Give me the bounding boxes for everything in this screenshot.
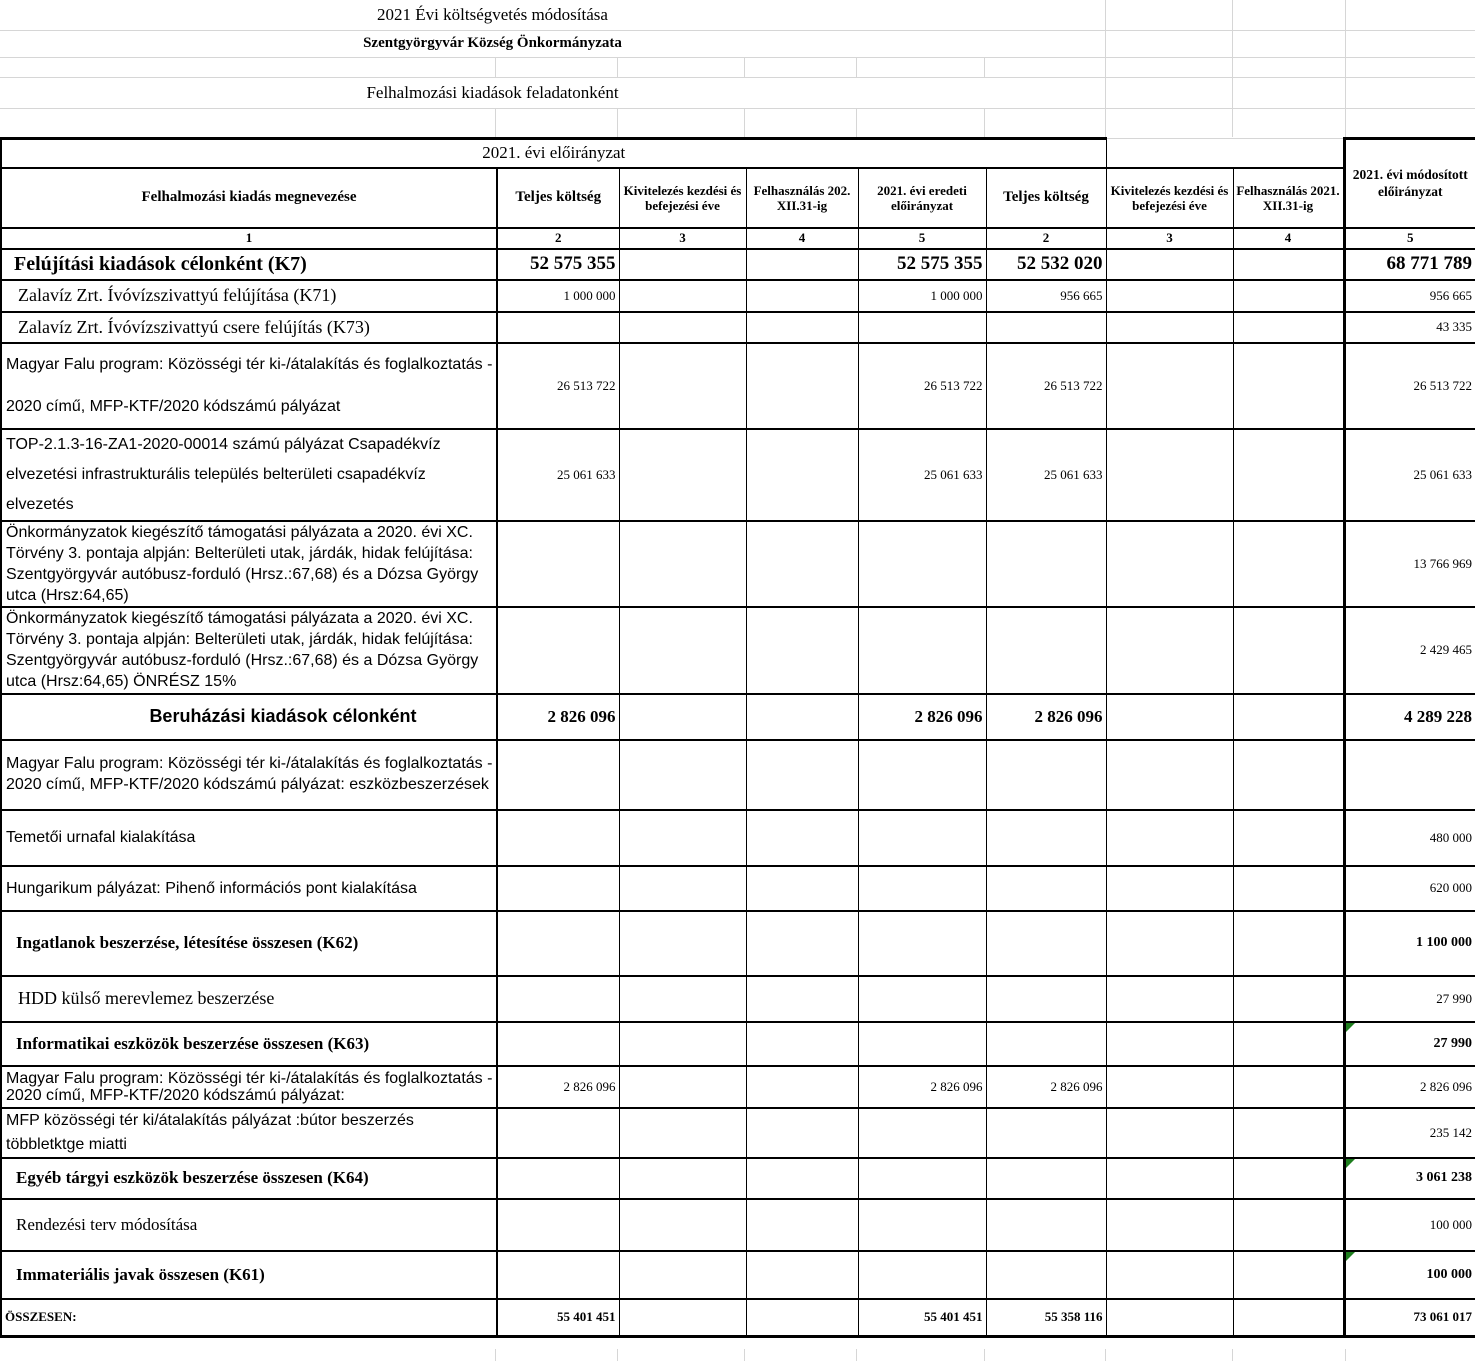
row-label: Rendezési terv módosítása: [1, 1199, 497, 1251]
row-label: Hungarikum pályázat: Pihenő információs pont kialakítása: [1, 866, 497, 911]
sheet-bottom-partial-row: [0, 1349, 1475, 1361]
cell-c9: 43 335: [1344, 312, 1475, 343]
cell-c2: [497, 1108, 619, 1158]
cell-c6: [986, 1022, 1106, 1066]
row-label: Beruházási kiadások célonként: [1, 694, 497, 740]
column-number-7: 3: [1106, 228, 1233, 249]
cell-c8: [1233, 280, 1344, 312]
cell-c8: [1233, 429, 1344, 521]
row-label: Ingatlanok beszerzése, létesítése összesen (K62): [1, 911, 497, 976]
cell-c7: [1106, 1158, 1233, 1199]
gridline: [984, 57, 985, 77]
cell-c2: 2 826 096: [497, 694, 619, 740]
cell-c5: 1 000 000: [858, 280, 986, 312]
cell-c8: [1233, 521, 1344, 607]
cell-c8: [1233, 1108, 1344, 1158]
cell-c4: [746, 280, 858, 312]
cell-c7: [1106, 312, 1233, 343]
column-number-2: 2: [497, 228, 619, 249]
cell-c4: [746, 343, 858, 429]
cell-c3: [619, 343, 746, 429]
column-header-3: Kivitelezés kezdési és befejezési éve: [619, 168, 746, 228]
cell-c9: 1 100 000: [1344, 911, 1475, 976]
cell-c5: 25 061 633: [858, 429, 986, 521]
row-label: Magyar Falu program: Közösségi tér ki-/átalakítás és foglalkoztatás - 2020 című, MFP-KTF/2020 kódszámú pályázat: eszközbeszerzések: [1, 740, 497, 810]
cell-c9: 27 990: [1344, 976, 1475, 1022]
gridline: [495, 1349, 496, 1361]
cell-c4: [746, 1108, 858, 1158]
cell-c8: [1233, 1299, 1344, 1337]
cell-c5: 55 401 451: [858, 1299, 986, 1337]
cell-c6: [986, 976, 1106, 1022]
error-flag-icon: [1346, 1159, 1355, 1168]
cell-c6: [986, 521, 1106, 607]
span-header-2021-eloiranyzat: 2021. évi előirányzat: [1, 139, 1106, 168]
table-row: [1, 343, 1475, 429]
cell-c6: 956 665: [986, 280, 1106, 312]
cell-c4: [746, 866, 858, 911]
gridline: [617, 1349, 618, 1361]
cell-c8: [1233, 343, 1344, 429]
gridline: [856, 57, 857, 77]
cell-c6: [986, 866, 1106, 911]
table-row: [1, 1251, 1475, 1299]
cell-c3: [619, 810, 746, 866]
column-number-3: 3: [619, 228, 746, 249]
cell-c3: [619, 1108, 746, 1158]
cell-c4: [746, 694, 858, 740]
table-row: [1, 1108, 1475, 1158]
cell-c7: [1106, 1066, 1233, 1108]
cell-c5: [858, 607, 986, 694]
gridline: [495, 108, 496, 137]
cell-c2: [497, 521, 619, 607]
cell-c8: [1233, 976, 1344, 1022]
cell-c4: [746, 1299, 858, 1337]
cell-c6: [986, 740, 1106, 810]
cell-c4: [746, 911, 858, 976]
gridline: [1232, 1349, 1233, 1361]
cell-c9: [1344, 740, 1475, 810]
cell-c4: [746, 976, 858, 1022]
cell-c7: [1106, 521, 1233, 607]
cell-c2: 25 061 633: [497, 429, 619, 521]
cell-c7: [1106, 866, 1233, 911]
cell-c2: [497, 1251, 619, 1299]
cell-c5: 2 826 096: [858, 1066, 986, 1108]
span-header-empty: [1106, 139, 1344, 168]
row-label: Magyar Falu program: Közösségi tér ki-/átalakítás és foglalkoztatás - 2020 című, MFP-KTF/2020 kódszámú pályázat: [1, 343, 497, 429]
column-number-5: 5: [858, 228, 986, 249]
cell-c8: [1233, 911, 1344, 976]
cell-c7: [1106, 280, 1233, 312]
cell-c5: [858, 911, 986, 976]
cell-c7: [1106, 1108, 1233, 1158]
row-label: ÖSSZESEN:: [1, 1299, 497, 1337]
gridline: [1232, 0, 1233, 137]
column-header-8: Felhasználás 2021. XII.31-ig: [1233, 168, 1344, 228]
cell-c5: 52 575 355: [858, 249, 986, 280]
gridline: [1105, 0, 1106, 137]
cell-c6: 2 826 096: [986, 694, 1106, 740]
column-header-6: Teljes költség: [986, 168, 1106, 228]
cell-c7: [1106, 249, 1233, 280]
budget-table: [0, 137, 1475, 1338]
cell-c9: 73 061 017: [1344, 1299, 1475, 1337]
cell-c3: [619, 1158, 746, 1199]
cell-c5: [858, 312, 986, 343]
column-number-8: 4: [1233, 228, 1344, 249]
cell-c8: [1233, 866, 1344, 911]
cell-c4: [746, 1199, 858, 1251]
cell-c3: [619, 976, 746, 1022]
cell-c7: [1106, 694, 1233, 740]
column-number-row: [1, 228, 1475, 249]
table-row: [1, 866, 1475, 911]
cell-c2: [497, 1022, 619, 1066]
cell-c6: [986, 1108, 1106, 1158]
cell-c9: 25 061 633: [1344, 429, 1475, 521]
cell-c9: 100 000: [1344, 1199, 1475, 1251]
cell-c2: 52 575 355: [497, 249, 619, 280]
cell-c2: [497, 312, 619, 343]
gridline: [1345, 1349, 1346, 1361]
cell-c2: 55 401 451: [497, 1299, 619, 1337]
column-header-4: Felhasználás 202. XII.31-ig: [746, 168, 858, 228]
cell-c9: 235 142: [1344, 1108, 1475, 1158]
cell-c3: [619, 1251, 746, 1299]
cell-c8: [1233, 694, 1344, 740]
cell-c3: [619, 694, 746, 740]
cell-c5: 26 513 722: [858, 343, 986, 429]
cell-c3: [619, 607, 746, 694]
table-row: [1, 1199, 1475, 1251]
row-label: Informatikai eszközök beszerzése összesen (K63): [1, 1022, 497, 1066]
column-number-1: 1: [1, 228, 497, 249]
cell-c8: [1233, 1251, 1344, 1299]
cell-c4: [746, 521, 858, 607]
cell-c8: [1233, 1199, 1344, 1251]
cell-c8: [1233, 1066, 1344, 1108]
table-row: [1, 312, 1475, 343]
cell-c7: [1106, 429, 1233, 521]
cell-c2: [497, 911, 619, 976]
cell-c3: [619, 740, 746, 810]
cell-c9: 620 000: [1344, 866, 1475, 911]
row-label: Immateriális javak összesen (K61): [1, 1251, 497, 1299]
cell-c9: 3 061 238: [1344, 1158, 1475, 1199]
cell-c2: [497, 1199, 619, 1251]
row-label: Zalavíz Zrt. Ívóvízszivattyú felújítása (K71): [1, 280, 497, 312]
cell-c9: 2 429 465: [1344, 607, 1475, 694]
cell-c3: [619, 521, 746, 607]
cell-c5: [858, 866, 986, 911]
cell-c4: [746, 607, 858, 694]
cell-c6: [986, 1199, 1106, 1251]
document-title: 2021 Évi költségvetés módosítása: [377, 5, 608, 24]
cell-c4: [746, 312, 858, 343]
table-row: [1, 1158, 1475, 1199]
cell-c8: [1233, 312, 1344, 343]
cell-c8: [1233, 1158, 1344, 1199]
table-row: [1, 740, 1475, 810]
cell-c7: [1106, 343, 1233, 429]
row-label: Önkormányzatok kiegészítő támogatási pályázata a 2020. évi XC. Törvény 3. pontaja alpján: Belterületi utak, járdák, hidak felújítása: Szentgyörgyvár autóbusz-forduló (Hrsz.:67,68) és a Dózsa György utca (Hrsz:64,65): [1, 521, 497, 607]
cell-c3: [619, 429, 746, 521]
cell-c7: [1106, 607, 1233, 694]
sheet-subtitle: Felhalmozási kiadások feladatonként: [366, 83, 619, 102]
cell-c7: [1106, 1251, 1233, 1299]
gridline: [0, 108, 1475, 109]
cell-c6: 52 532 020: [986, 249, 1106, 280]
cell-c6: [986, 1158, 1106, 1199]
table-row: [1, 429, 1475, 521]
cell-c5: [858, 1199, 986, 1251]
cell-c6: [986, 1251, 1106, 1299]
cell-c3: [619, 249, 746, 280]
cell-c6: [986, 810, 1106, 866]
column-number-6: 2: [986, 228, 1106, 249]
cell-c4: [746, 810, 858, 866]
gridline: [744, 108, 745, 137]
cell-c2: 26 513 722: [497, 343, 619, 429]
cell-c3: [619, 312, 746, 343]
table-row: [1, 911, 1475, 976]
cell-c2: [497, 1158, 619, 1199]
cell-c8: [1233, 249, 1344, 280]
cell-c4: [746, 429, 858, 521]
cell-c4: [746, 1022, 858, 1066]
table-row: [1, 607, 1475, 694]
gridline: [856, 1349, 857, 1361]
cell-c7: [1106, 1299, 1233, 1337]
table-row: [1, 280, 1475, 312]
cell-c5: [858, 976, 986, 1022]
row-label: Egyéb tárgyi eszközök beszerzése összesen (K64): [1, 1158, 497, 1199]
table-row: [1, 810, 1475, 866]
table-row: [1, 1299, 1475, 1337]
cell-c7: [1106, 740, 1233, 810]
gridline: [744, 1349, 745, 1361]
column-number-4: 4: [746, 228, 858, 249]
cell-c4: [746, 740, 858, 810]
cell-c3: [619, 911, 746, 976]
cell-c2: [497, 607, 619, 694]
row-label: Zalavíz Zrt. Ívóvízszivattyú csere felújítás (K73): [1, 312, 497, 343]
gridline: [984, 108, 985, 137]
column-header-5: 2021. évi eredeti előirányzat: [858, 168, 986, 228]
cell-c6: [986, 607, 1106, 694]
cell-c8: [1233, 810, 1344, 866]
cell-c4: [746, 1158, 858, 1199]
error-flag-icon: [1346, 1252, 1355, 1261]
gridline: [744, 57, 745, 77]
cell-c5: 2 826 096: [858, 694, 986, 740]
column-number-9: 5: [1344, 228, 1475, 249]
gridline: [1105, 1349, 1106, 1361]
gridline: [495, 57, 496, 77]
cell-c5: [858, 521, 986, 607]
cell-c2: [497, 976, 619, 1022]
gridline: [0, 77, 1475, 78]
cell-c7: [1106, 911, 1233, 976]
gridline: [856, 108, 857, 137]
gridline: [617, 57, 618, 77]
cell-c4: [746, 1251, 858, 1299]
cell-c9: 956 665: [1344, 280, 1475, 312]
cell-c9: 13 766 969: [1344, 521, 1475, 607]
cell-c9: 480 000: [1344, 810, 1475, 866]
cell-c7: [1106, 1199, 1233, 1251]
cell-c6: 2 826 096: [986, 1066, 1106, 1108]
cell-c7: [1106, 810, 1233, 866]
table-row: [1, 249, 1475, 280]
cell-c6: 25 061 633: [986, 429, 1106, 521]
table-row: [1, 1066, 1475, 1108]
cell-c4: [746, 249, 858, 280]
cell-c3: [619, 1199, 746, 1251]
column-header-1: Felhalmozási kiadás megnevezése: [1, 168, 497, 228]
cell-c6: [986, 312, 1106, 343]
organization-title: Szentgyörgyvár Község Önkormányzata: [363, 35, 622, 51]
cell-c3: [619, 1066, 746, 1108]
gridline: [0, 30, 1475, 31]
cell-c4: [746, 1066, 858, 1108]
cell-c3: [619, 1022, 746, 1066]
cell-c5: [858, 1022, 986, 1066]
gridline: [1345, 0, 1346, 137]
header-span-row: [1, 139, 1475, 168]
cell-c3: [619, 866, 746, 911]
gridline: [984, 1349, 985, 1361]
cell-c9: 26 513 722: [1344, 343, 1475, 429]
gridline: [0, 57, 1475, 58]
column-header-row: [1, 168, 1475, 228]
cell-c9: 100 000: [1344, 1251, 1475, 1299]
cell-c5: [858, 740, 986, 810]
cell-c5: [858, 1251, 986, 1299]
cell-c6: [986, 911, 1106, 976]
table-row: [1, 1022, 1475, 1066]
cell-c5: [858, 1108, 986, 1158]
table-row: [1, 976, 1475, 1022]
cell-c8: [1233, 1022, 1344, 1066]
column-header-7: Kivitelezés kezdési és befejezési éve: [1106, 168, 1233, 228]
cell-c2: [497, 810, 619, 866]
cell-c7: [1106, 1022, 1233, 1066]
sheet-top-area: [0, 0, 1475, 137]
cell-c8: [1233, 740, 1344, 810]
cell-c9: 68 771 789: [1344, 249, 1475, 280]
cell-c5: [858, 1158, 986, 1199]
cell-c9: 4 289 228: [1344, 694, 1475, 740]
row-label: Magyar Falu program: Közösségi tér ki-/átalakítás és foglalkoztatás - 2020 című, MFP-KTF/2020 kódszámú pályázat:: [1, 1066, 497, 1108]
cell-c5: [858, 810, 986, 866]
cell-c2: 2 826 096: [497, 1066, 619, 1108]
row-label: Felújítási kiadások célonként (K7): [1, 249, 497, 280]
column-header-2: Teljes költség: [497, 168, 619, 228]
cell-c3: [619, 280, 746, 312]
column-header-9: 2021. évi módosított előirányzat: [1344, 139, 1475, 228]
cell-c8: [1233, 607, 1344, 694]
row-label: HDD külső merevlemez beszerzése: [1, 976, 497, 1022]
cell-c9: 27 990: [1344, 1022, 1475, 1066]
error-flag-icon: [1346, 1023, 1355, 1032]
row-label: TOP-2.1.3-16-ZA1-2020-00014 számú pályázat Csapadékvíz elvezetési infrastrukturális település belterületi csapadékvíz elvezetés: [1, 429, 497, 521]
row-label: Önkormányzatok kiegészítő támogatási pályázata a 2020. évi XC. Törvény 3. pontaja alpján: Belterületi utak, járdák, hidak felújítása: Szentgyörgyvár autóbusz-forduló (Hrsz.:67,68) és a Dózsa György utca (Hrsz:64,65) ÖNRÉSZ 15%: [1, 607, 497, 694]
cell-c3: [619, 1299, 746, 1337]
cell-c7: [1106, 976, 1233, 1022]
row-label: Temetői urnafal kialakítása: [1, 810, 497, 866]
gridline: [617, 108, 618, 137]
cell-c6: 26 513 722: [986, 343, 1106, 429]
row-label: MFP közösségi tér ki/átalakítás pályázat :bútor beszerzés többletktge miatti: [1, 1108, 497, 1158]
cell-c2: [497, 740, 619, 810]
cell-c9: 2 826 096: [1344, 1066, 1475, 1108]
cell-c6: 55 358 116: [986, 1299, 1106, 1337]
table-row: [1, 694, 1475, 740]
cell-c2: [497, 866, 619, 911]
table-row: [1, 521, 1475, 607]
cell-c2: 1 000 000: [497, 280, 619, 312]
